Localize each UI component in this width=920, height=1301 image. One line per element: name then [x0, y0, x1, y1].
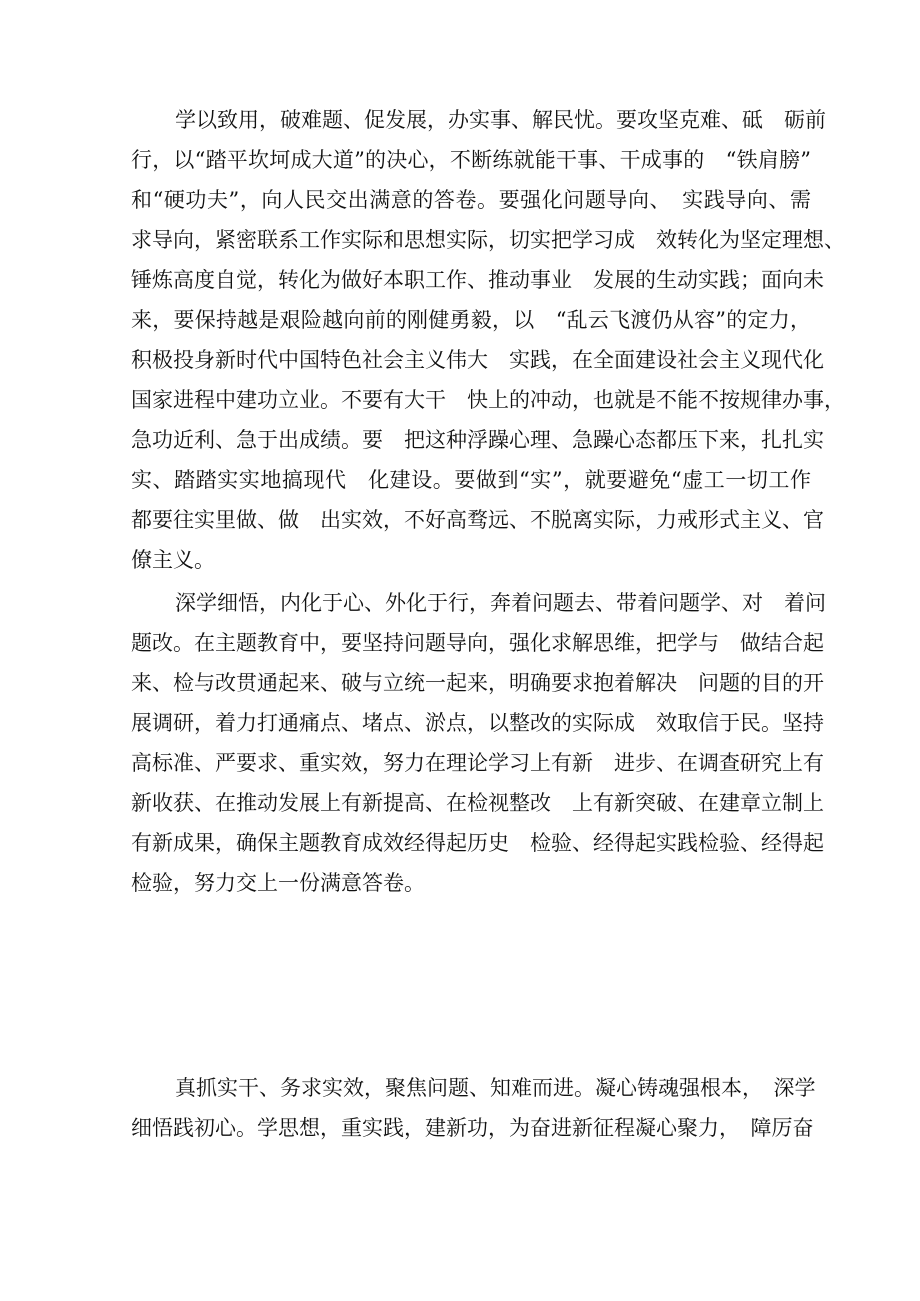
paragraph-line: 有新成果，确保主题教育成效经得起历史 检验、经得起实践检验、经得起: [131, 831, 824, 855]
paragraph-line: 真抓实干、务求实效，聚焦问题、知难而进。凝心铸魂强根本， 深学: [175, 1076, 816, 1100]
paragraph-1: [131, 100, 845, 580]
paragraph-line: 求导向，紧密联系工作实际和思想实际，切实把学习成 效转化为坚定理想、: [131, 228, 845, 252]
paragraph-3: [131, 1068, 816, 1148]
paragraph-line: 都要往实里做、做 出实效，不好高骛远、不脱离实际，力戒形式主义、官: [131, 508, 824, 532]
paragraph-line: 锤炼高度自觉，转化为做好本职工作、推动事业 发展的生动实践；面向未: [131, 268, 824, 292]
paragraph-line: 僚主义。: [131, 548, 215, 572]
paragraph-line: 国家进程中建功立业。不要有大干 快上的冲动，也就是不能不按规律办事，: [131, 388, 845, 412]
paragraph-line: 细悟践初心。学思想，重实践，建新功，为奋进新征程凝心聚力， 障厉奋: [131, 1116, 814, 1140]
paragraph-line: 来，要保持越是艰险越向前的刚健勇毅，以 “乱云飞渡仍从容”的定力，: [131, 308, 811, 332]
paragraph-line: 学以致用，破难题、促发展，办实事、解民忧。要攻坚克难、砥 砺前: [175, 108, 826, 132]
paragraph-line: 深学细悟，内化于心、外化于行，奔着问题去、带着问题学、对 着问: [175, 591, 826, 615]
paragraph-line: 检验，努力交上一份满意答卷。: [131, 871, 425, 895]
paragraph-line: 和“硬功夫”，向人民交出满意的答卷。要强化问题导向、 实践导向、需: [131, 188, 811, 212]
paragraph-line: 高标准、严要求、重实效，努力在理论学习上有新 进步、在调查研究上有: [131, 751, 824, 775]
paragraph-line: 展调研，着力打通痛点、堵点、淤点，以整改的实际成 效取信于民。坚持: [131, 711, 824, 735]
paragraph-line: 新收获、在推动发展上有新提高、在检视整改 上有新突破、在建章立制上: [131, 791, 824, 815]
paragraph-line: 急功近利、急于出成绩。要 把这种浮躁心理、急躁心态都压下来，扎扎实: [131, 428, 824, 452]
paragraph-line: 来、检与改贯通起来、破与立统一起来，明确要求抱着解决 问题的目的开: [131, 671, 824, 695]
paragraph-line: 积极投身新时代中国特色社会主义伟大 实践，在全面建设社会主义现代化: [131, 348, 824, 372]
paragraph-line: 实、踏踏实实地搞现代 化建设。要做到“实”，就要避免“虚工一切工作: [131, 468, 811, 492]
paragraph-2: [131, 583, 826, 903]
paragraph-line: 题改。在主题教育中，要坚持问题导向，强化求解思维，把学与 做结合起: [131, 631, 824, 655]
paragraph-line: 行，以“踏平坎坷成大道”的决心，不断练就能干事、干成事的 “铁肩膀”: [131, 148, 811, 172]
